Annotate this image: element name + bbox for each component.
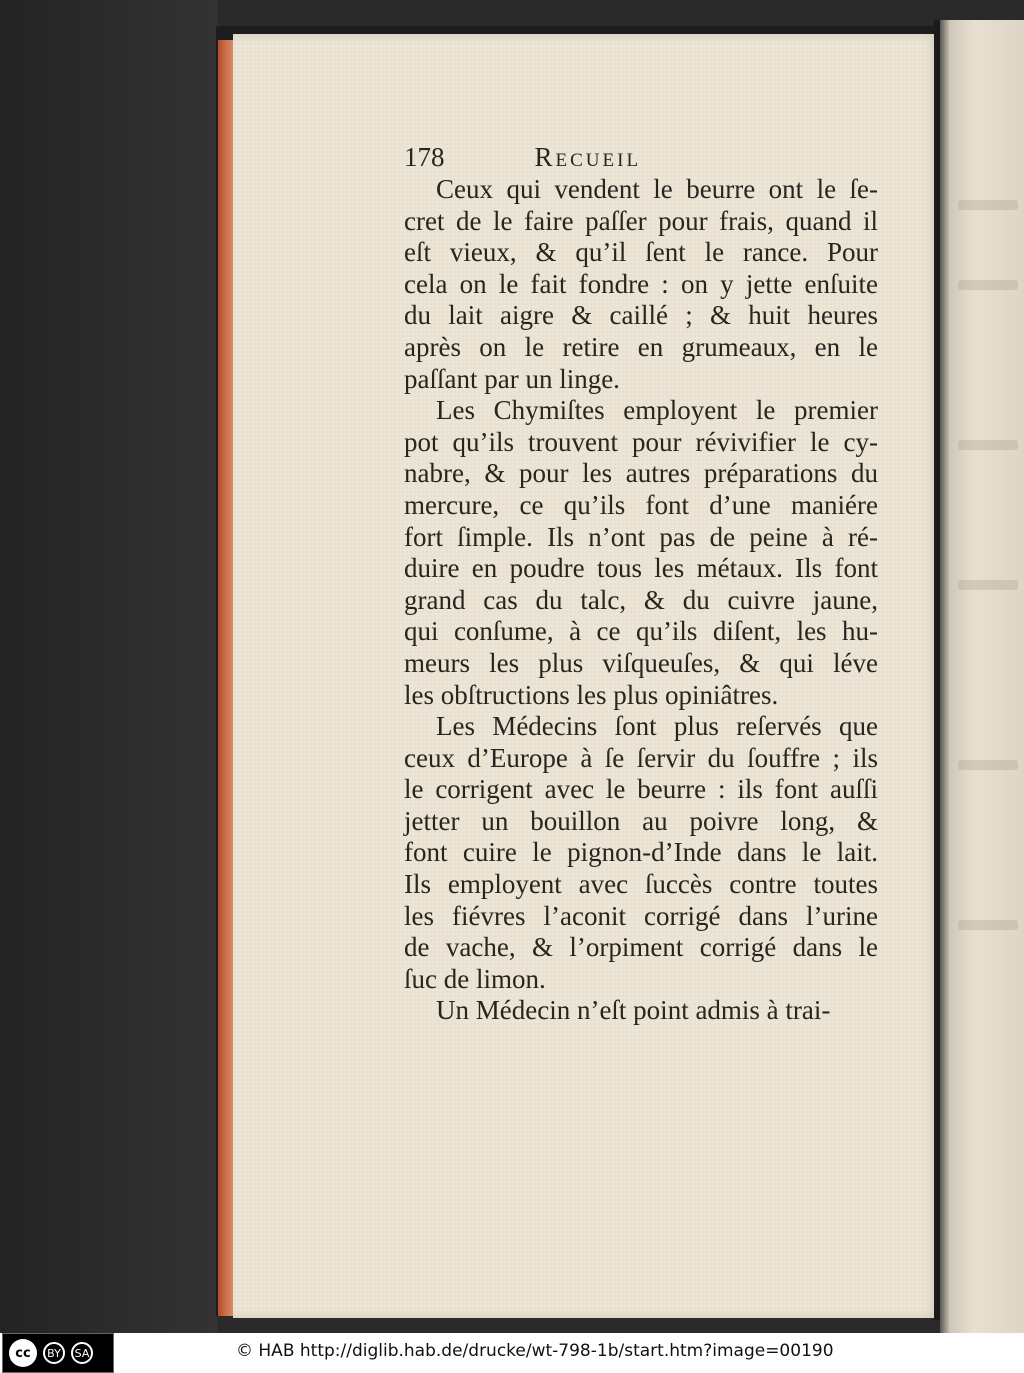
red-page-edge [218,40,234,1316]
text-line: ceux d’Europe à ſe ſervir du ſouffre ; ils [404,742,878,773]
page-number: 178 [404,142,445,172]
text-line: Les Chymiſtes employent le premier [436,395,878,426]
text-line: Ceux qui vendent le beurre ont le ſe- [436,174,878,204]
running-title: Recueil [534,142,642,172]
page-text-block [404,140,878,1027]
by-icon: BY [43,1342,65,1364]
text-line: paſſant par un linge. [404,363,620,394]
text-line: après on le retire en grumeaux, en le [404,331,878,362]
text-line: qui conſume, à ce qu’ils diſent, les hu- [404,616,878,647]
cc-license-badge[interactable] [2,1333,114,1373]
text-line: meurs les plus viſqueuſes, & qui léve [404,647,878,678]
text-line: mercure, ce qu’ils font d’une maniére [404,489,878,520]
body-text [404,174,878,1027]
text-line: font cuire le pignon-d’Inde dans le lait. [404,837,878,868]
text-line: Ils employent avec ſuccès contre toutes [404,869,878,900]
text-line: les obſtructions les plus opiniâtres. [404,679,779,710]
text-line: fort ſimple. Ils n’ont pas de peine à ré- [404,521,878,552]
page-header [404,140,878,174]
scanner-background-left [0,0,218,1333]
cc-icon: cc [9,1339,37,1367]
text-line: nabre, & pour les autres préparations du [404,458,878,489]
text-line: duire en poudre tous les métaux. Ils font [404,553,878,584]
text-line: cret de le faire paſſer pour frais, quand il [404,205,878,236]
text-line: Un Médecin n’eſt point admis à trai- [436,995,831,1026]
text-line: cela on le fait fondre : on y jette enſuite [404,268,878,299]
text-line: grand cas du talc, & du cuivre jaune, [404,584,878,615]
sa-icon: SA [71,1342,93,1364]
text-line: du lait aigre & caillé ; & huit heures [404,300,878,331]
text-line: le corrigent avec le beurre : ils font auſſi [404,774,878,805]
text-line: jetter un bouillon au poivre long, & [404,805,878,836]
text-line: eſt vieux, & qu’il ſent le rance. Pour [404,237,878,268]
text-line: les fiévres l’aconit corrigé dans l’urine [404,900,878,931]
text-line: ſuc de limon. [404,963,546,994]
text-line: Les Médecins ſont plus reſervés que [436,711,878,742]
text-line: pot qu’ils trouvent pour révivifier le cy- [404,426,878,457]
footer-credit: © HAB http://diglib.hab.de/drucke/wt-798-1b/start.htm?image=00190 [236,1341,834,1361]
text-line: de vache, & l’orpiment corrigé dans le [404,932,878,963]
facing-page-edge [940,20,1024,1333]
